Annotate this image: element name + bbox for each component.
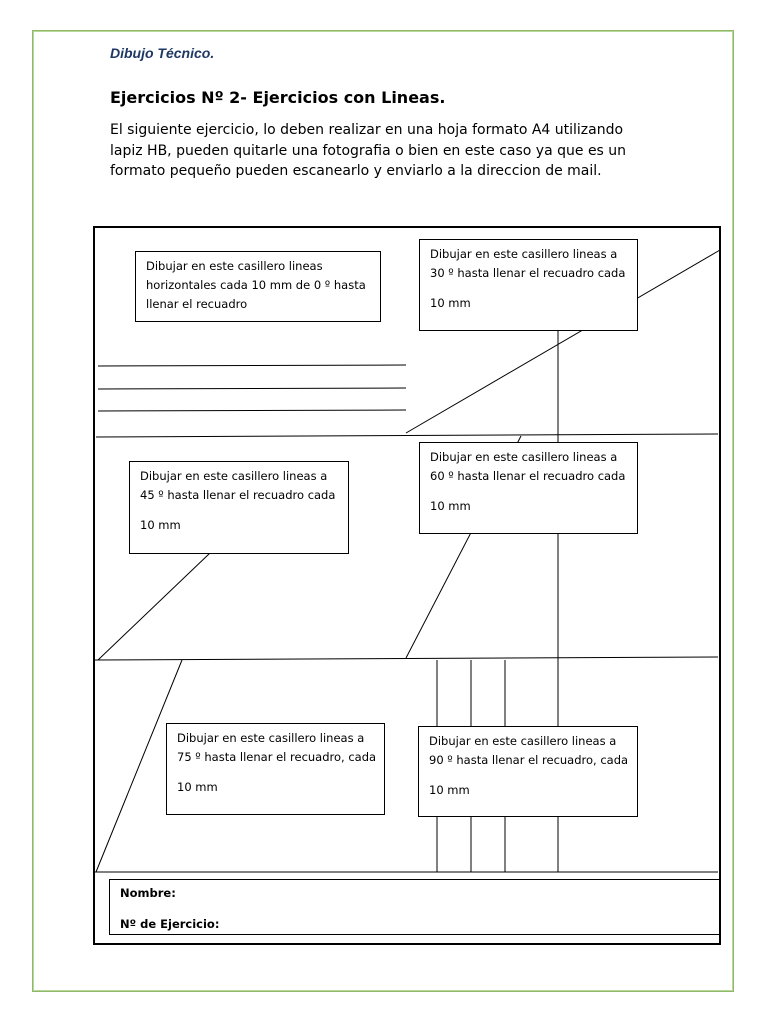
box-60-line-1: Dibujar en este casillero lineas a [430, 450, 618, 464]
page-title: Ejercicios Nº 2- Ejercicios con Lineas. [110, 88, 446, 107]
intro-line-2: lapiz HB, pueden quitarle una fotografia o bien en este caso ya que es un [110, 142, 627, 159]
box-60-line-3: 10 mm [430, 499, 471, 513]
box-45-line-1: Dibujar en este casillero lineas a [140, 469, 328, 483]
box-90-degrees [418, 726, 638, 817]
box-30-line-2: 30 º hasta llenar el recuadro cada [430, 266, 626, 280]
horizontal-practice-line-3 [98, 410, 406, 411]
student-info-box [109, 879, 720, 935]
box-90-line-3: 10 mm [429, 783, 470, 797]
box-90-line-2: 90 º hasta llenar el recuadro, cada [429, 753, 629, 767]
exercise-number-label: Nº de Ejercicio: [120, 917, 220, 931]
diagonal-45-line [98, 553, 210, 660]
box-75-line-1: Dibujar en este casillero lineas a [177, 731, 365, 745]
box-75-degrees [166, 723, 385, 815]
box-75-line-3: 10 mm [177, 780, 218, 794]
box-45-line-2: 45 º hasta llenar el recuadro cada [140, 488, 336, 502]
horizontal-practice-line-1 [98, 365, 406, 366]
box-30-line-1: Dibujar en este casillero lineas a [430, 247, 618, 261]
row-divider-1 [96, 434, 718, 437]
sheet-frame [94, 227, 720, 944]
box-60-line-2: 60 º hasta llenar el recuadro cada [430, 469, 626, 483]
box-horizontal-line-1: Dibujar en este casillero lineas [146, 259, 323, 273]
box-45-degrees [129, 461, 349, 554]
box-horizontal-line-2: horizontales cada 10 mm de 0 º hasta [146, 278, 366, 292]
intro-line-1: El siguiente ejercicio, lo deben realizar en una hoja formato A4 utilizando [110, 122, 624, 138]
box-horizontal-lines [135, 251, 381, 322]
box-60-degrees [419, 442, 638, 534]
box-75-line-2: 75 º hasta llenar el recuadro, cada [177, 750, 377, 764]
box-horizontal-line-3: llenar el recuadro [146, 297, 248, 311]
box-30-line-3: 10 mm [430, 296, 471, 310]
box-45-line-3: 10 mm [140, 518, 181, 532]
name-label: Nombre: [120, 886, 176, 900]
horizontal-practice-line-2 [98, 388, 406, 389]
intro-line-3: formato pequeño pueden escanearlo y enviarlo a la direccion de mail. [110, 163, 602, 179]
box-90-line-1: Dibujar en este casillero lineas a [429, 734, 617, 748]
subject-header: Dibujo Técnico. [110, 45, 215, 61]
box-30-degrees [419, 239, 638, 331]
